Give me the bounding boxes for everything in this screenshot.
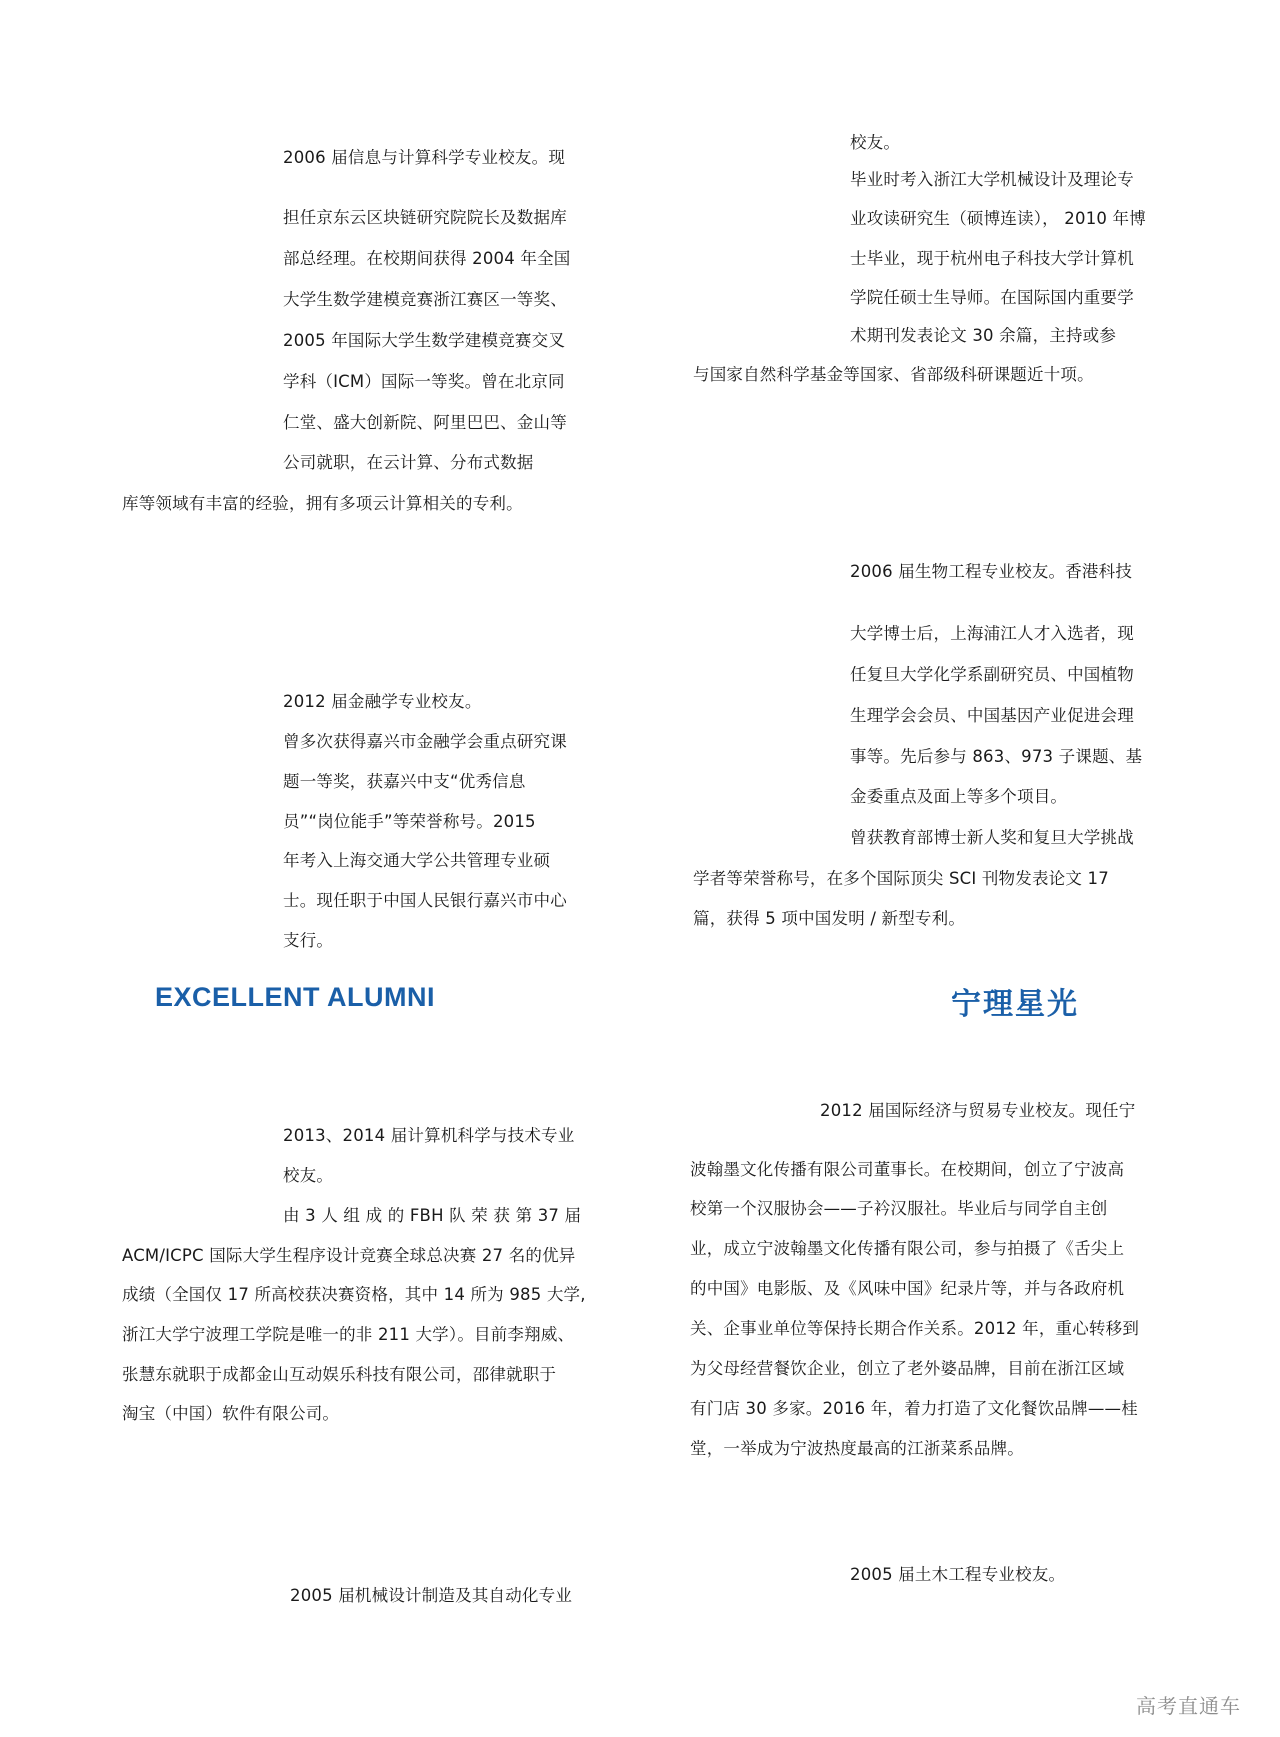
profile-text-line: 曾获教育部博士新人奖和复旦大学挑战 [850, 828, 1134, 847]
profile-text-line: 年考入上海交通大学公共管理专业硕 [283, 851, 551, 870]
profile-text-line: 篇，获得 5 项中国发明 / 新型专利。 [693, 909, 966, 928]
profile-text-line: 关、企事业单位等保持长期合作关系。2012 年，重心转移到 [690, 1319, 1140, 1338]
profile-text-line: 2006 届信息与计算科学专业校友。现 [283, 148, 566, 167]
profile-text-line: 堂，一举成为宁波热度最高的江浙菜系品牌。 [690, 1439, 1024, 1458]
profile-text-line: 学科（ICM）国际一等奖。曾在北京同 [283, 372, 565, 391]
profile-text-line: 张慧东就职于成都金山互动娱乐科技有限公司，邵律就职于 [122, 1365, 557, 1384]
profile-text-line: 金委重点及面上等多个项目。 [850, 787, 1068, 806]
profile-text-line: 事等。先后参与 863、973 子课题、基 [850, 747, 1143, 766]
profile-text-line: 大学生数学建模竞赛浙江赛区一等奖、 [283, 290, 567, 309]
watermark-text: 高考直通车 [1136, 1694, 1241, 1718]
profile-text-line: 校友。 [850, 133, 901, 152]
profile-text-line: 生理学会会员、中国基因产业促进会理 [850, 706, 1134, 725]
profile-text-line: 大学博士后，上海浦江人才入选者，现 [850, 624, 1134, 643]
profile-text-line: 由 3 人 组 成 的 FBH 队 荣 获 第 37 届 [283, 1206, 582, 1225]
profile-text-line: 支行。 [283, 931, 334, 950]
profile-text-line: 毕业时考入浙江大学机械设计及理论专 [850, 170, 1134, 189]
profile-text-line: 部总经理。在校期间获得 2004 年全国 [283, 249, 571, 268]
profile-text-line: 淘宝（中国）软件有限公司。 [122, 1404, 340, 1423]
profile-text-line: 士毕业，现于杭州电子科技大学计算机 [850, 249, 1134, 268]
profile-text-line: 公司就职，在云计算、分布式数据 [283, 453, 534, 472]
profile-text-line: 员”“岗位能手”等荣誉称号。2015 [283, 812, 536, 831]
profile-text-line: 2005 届机械设计制造及其自动化专业 [290, 1586, 573, 1605]
profile-text-line: 库等领域有丰富的经验，拥有多项云计算相关的专利。 [122, 494, 523, 513]
profile-text-line: 术期刊发表论文 30 余篇，主持或参 [850, 326, 1117, 345]
section-heading-en: EXCELLENT ALUMNI [155, 982, 435, 1012]
profile-text-line: 担任京东云区块链研究院院长及数据库 [283, 208, 567, 227]
profile-text-line: 的中国》电影版、及《风味中国》纪录片等，并与各政府机 [690, 1279, 1125, 1298]
profile-text-line: 任复旦大学化学系副研究员、中国植物 [850, 665, 1134, 684]
profile-text-line: 与国家自然科学基金等国家、省部级科研课题近十项。 [693, 365, 1094, 384]
profile-text-line: 校第一个汉服协会——子衿汉服社。毕业后与同学自主创 [690, 1199, 1108, 1218]
profile-text-line: 士。现任职于中国人民银行嘉兴市中心 [283, 891, 567, 910]
profile-text-line: 仁堂、盛大创新院、阿里巴巴、金山等 [283, 413, 567, 432]
profile-text-line: 业，成立宁波翰墨文化传播有限公司，参与拍摄了《舌尖上 [690, 1239, 1125, 1258]
profile-text-line: 题一等奖，获嘉兴中支“优秀信息 [283, 772, 526, 791]
profile-text-line: ACM/ICPC 国际大学生程序设计竞赛全球总决赛 27 名的优异 [122, 1246, 576, 1265]
profile-text-line: 2006 届生物工程专业校友。香港科技 [850, 562, 1133, 581]
profile-text-line: 曾多次获得嘉兴市金融学会重点研究课 [283, 732, 567, 751]
profile-text-line: 有门店 30 多家。2016 年，着力打造了文化餐饮品牌——桂 [690, 1399, 1138, 1418]
profile-text-line: 2012 届金融学专业校友。 [283, 692, 482, 711]
profile-text-line: 浙江大学宁波理工学院是唯一的非 211 大学）。目前李翔威、 [122, 1325, 575, 1344]
profile-text-line: 学者等荣誉称号，在多个国际顶尖 SCI 刊物发表论文 17 [693, 869, 1109, 888]
profile-text-line: 波翰墨文化传播有限公司董事长。在校期间，创立了宁波高 [690, 1160, 1125, 1179]
profile-text-line: 2013、2014 届计算机科学与技术专业 [283, 1126, 575, 1145]
profile-text-line: 校友。 [283, 1166, 334, 1185]
profile-text-line: 学院任硕士生导师。在国际国内重要学 [850, 288, 1134, 307]
profile-text-line: 2005 年国际大学生数学建模竞赛交叉 [283, 331, 566, 350]
profile-text-line: 为父母经营餐饮企业，创立了老外婆品牌，目前在浙江区域 [690, 1359, 1125, 1378]
profile-text-line: 业攻读研究生（硕博连读）， 2010 年博 [850, 209, 1146, 228]
profile-text-line: 成绩（全国仅 17 所高校获决赛资格，其中 14 所为 985 大学, [122, 1285, 586, 1304]
profile-text-line: 2012 届国际经济与贸易专业校友。现任宁 [820, 1101, 1136, 1120]
profile-text-line: 2005 届土木工程专业校友。 [850, 1565, 1066, 1584]
section-heading-cn: 宁理星光 [951, 988, 1079, 1021]
